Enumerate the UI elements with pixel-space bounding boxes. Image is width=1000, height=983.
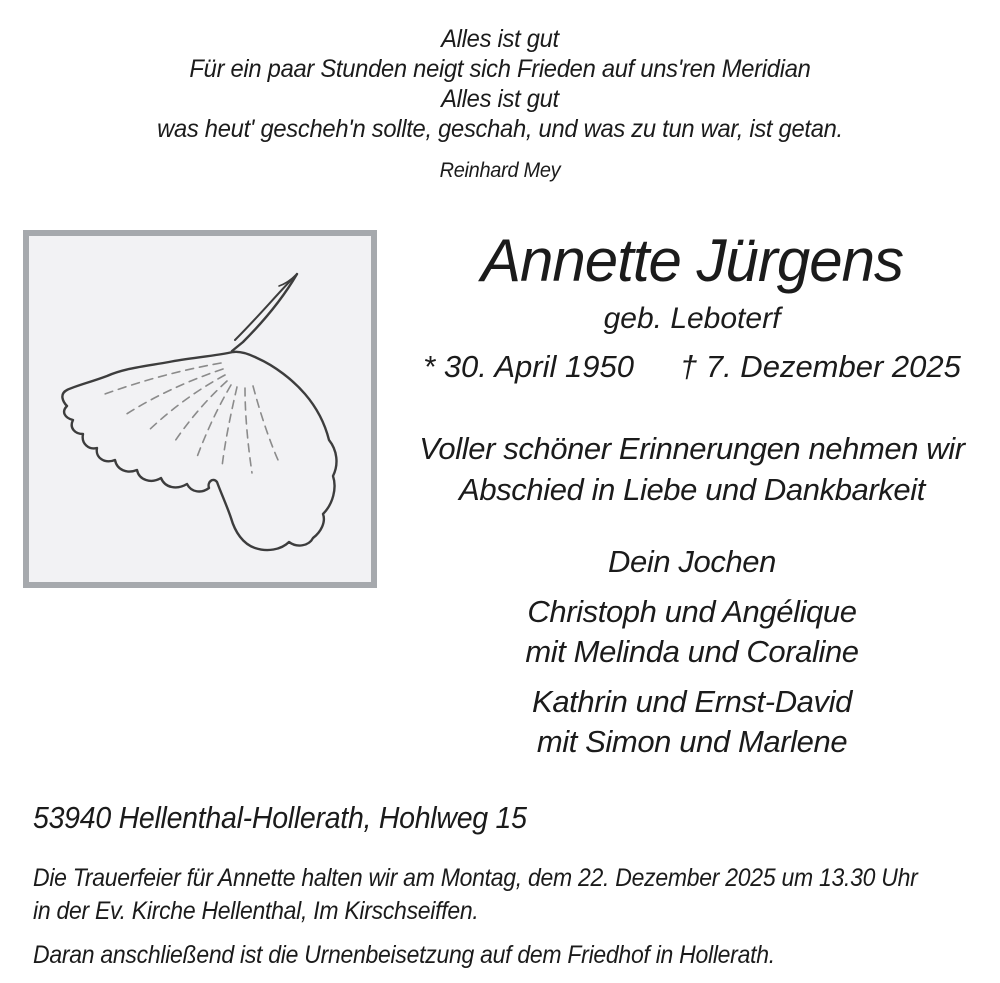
birth-date-text: 30. April 1950	[443, 349, 634, 384]
mourner-group	[398, 682, 986, 762]
mourner-group	[398, 542, 986, 582]
mourner-line: mit Melinda und Coraline	[525, 634, 859, 669]
poem-attribution: Reinhard Mey	[439, 159, 561, 182]
funeral-info-line: Daran anschließend ist die Urnenbeisetzung auf dem Friedhof in Hollerath.	[33, 941, 775, 969]
address-line: 53940 Hellenthal-Hollerath, Hohlweg 15	[33, 800, 527, 835]
death-date-text: 7. Dezember 2025	[705, 349, 961, 384]
mourners-list	[398, 542, 986, 762]
funeral-details-section	[33, 800, 917, 972]
death-date	[680, 348, 961, 386]
deceased-section	[398, 228, 986, 762]
farewell-text	[398, 428, 986, 510]
farewell-line: Abschied in Liebe und Dankbarkeit	[459, 472, 925, 507]
deceased-name: Annette Jürgens	[481, 227, 903, 294]
funeral-service-info	[33, 862, 917, 928]
mourner-line: Dein Jochen	[608, 544, 776, 579]
poem-line: was heut' gescheh'n sollte, geschah, und was zu tun war, ist getan.	[157, 115, 843, 143]
mourner-group	[398, 592, 986, 672]
poem-quote	[25, 24, 975, 186]
mourner-line: Kathrin und Ernst-David	[532, 684, 852, 719]
life-dates	[398, 348, 986, 386]
death-cross-symbol: †	[679, 349, 698, 384]
mourner-line: Christoph und Angélique	[527, 594, 857, 629]
funeral-info-line: Die Trauerfeier für Annette halten wir am Montag, dem 22. Dezember 2025 um 13.30 Uhr	[33, 864, 918, 892]
poem-line: Für ein paar Stunden neigt sich Frieden auf uns'ren Meridian	[189, 55, 811, 83]
mourner-line: mit Simon und Marlene	[536, 724, 848, 759]
birth-date	[423, 348, 634, 386]
memorial-image-frame	[23, 230, 377, 588]
maiden-name: geb. Leboterf	[603, 302, 781, 335]
funeral-info-line: in der Ev. Kirche Hellenthal, Im Kirschseiffen.	[33, 897, 479, 925]
poem-line: Alles ist gut	[441, 85, 559, 113]
poem-line: Alles ist gut	[441, 25, 559, 53]
ginkgo-leaf-icon	[29, 236, 371, 582]
birth-star-symbol: *	[423, 349, 436, 384]
burial-info	[33, 939, 917, 972]
farewell-line: Voller schöner Erinnerungen nehmen wir	[419, 431, 965, 466]
